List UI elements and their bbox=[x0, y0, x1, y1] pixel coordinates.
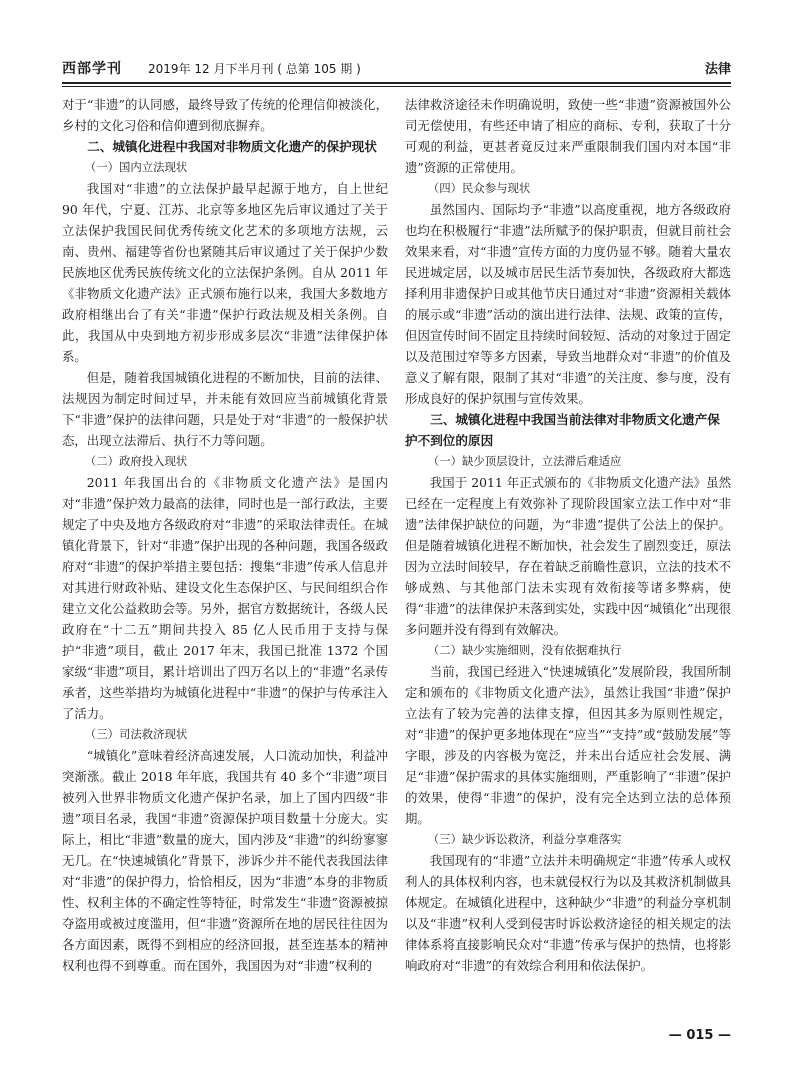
left-column bbox=[62, 94, 388, 1054]
paragraph: 我国于 2011 年正式颁布的《非物质文化遗产法》虽然已经在一定程度上有效弥补了现阶段国家立法工作中对“非遗”法律保护缺位的问题，为“非遗”提供了公法上的保护。但是随着城镇化进程不断加快，社会发生了剧烈变迁，原法因为立法时间较早，存在着缺乏前瞻性意识，立法的技术不够成熟、与其他部门法未实现有效衔接等诸多弊病，使得“非遗”的法律保护未落到实处，实践中因“城镇化”出现很多问题并没有得到有效解决。 bbox=[405, 475, 731, 637]
journal-logo: 西部学刊 bbox=[62, 61, 122, 77]
section-name: 法律 bbox=[704, 62, 731, 77]
paragraph: 我国对“非遗”的立法保护最早起源于地方，自上世纪 90 年代，宁夏、江苏、北京等多地区先后审议通过了关于立法保护我国民间优秀传统文化艺术的多项地方法规，云南、贵州、福建等省份也紧随其后审议通过了关于保护少数民族地区优秀民族传统文化的立法保护条例。自从 2011 年《非物质文化遗产法》正式颁布施行以来，我国大多数地方政府相继出台了有关“非遗”保护行政法规及相关条例。自此，我国从中央到地方初步形成多层次“非遗”法律保护体系。 bbox=[62, 181, 388, 364]
paragraph: 当前，我国已经进入“快速城镇化”发展阶段，我国所制定和颁布的《非物质文化遗产法》，虽然让我国“非遗”保护立法有了较为完善的法律支撑，但因其多为原则性规定，对“非遗”的保护更多地体现在“应当”“支持”或“鼓励发展”等字眼，涉及的内容极为宽泛，并未出台适应社会发展、满足“非遗”保护需求的具体实施细则，严重影响了“非遗”保护的效果，使得“非遗”的保护，没有完全达到立法的总体预期。 bbox=[405, 664, 731, 826]
paragraph-continued: 法律救济途径未作明确说明，致使一些“非遗”资源被国外公司无偿使用，有些还申请了相应的商标、专利，获取了十分可观的利益，更甚者竟反过来严重限制我们国内对本国“非遗”资源的正常使用。 bbox=[405, 97, 731, 175]
subsection-heading: （三）司法救济现状 bbox=[84, 727, 188, 741]
subsection-heading: （四）民众参与现状 bbox=[427, 181, 531, 195]
subsection-heading: （一）缺少顶层设计，立法滞后难适应 bbox=[427, 454, 622, 468]
section-heading: 二、城镇化进程中我国对非物质文化遗产的保护现状 bbox=[87, 139, 377, 154]
subsection-heading: （三）缺少诉讼救济，利益分享难落实 bbox=[427, 832, 622, 846]
paragraph: 我国现有的“非遗”立法并未明确规定“非遗”传承人或权利人的具体权利内容，也未就侵权行为以及其救济机制做具体规定。在城镇化进程中，这种缺少“非遗”的利益分享机制以及“非遗”权利人受到侵害时诉讼救济途径的相关规定的法律体系将直接影响民众对“非遗”传承与保护的热情，也将影响政府对“非遗”的有效综合利用和依法保护。 bbox=[405, 853, 731, 973]
subsection-heading: （二）缺少实施细则，没有依据难执行 bbox=[427, 643, 622, 657]
paragraph: 2011 年我国出台的《非物质文化遗产法》是国内对“非遗”保护效力最高的法律，同时也是一部行政法，主要规定了中央及地方各级政府对“非遗”的采取法律责任。在城镇化背景下，针对“非遗”保护出现的各种问题，我国各级政府对“非遗”的保护举措主要包括：搜集“非遗”传承人信息并对其进行财政补贴、建设文化生态保护区、与民间组织合作建立文化公益救助会等。另外，据官方数据统计，各级人民政府在“十二五”期间共投入 85 亿人民币用于支持与保护“非遗”项目，截止 2017 年末，我国已批准 1372 个国家级“非遗”项目，累计培训出了四万名以上的“非遗”名录传承者，这些举措均为城镇化进程中“非遗”的保护与传承注入了活力。 bbox=[62, 475, 388, 721]
page-number: — 015 — bbox=[668, 1028, 731, 1043]
paragraph: 虽然国内、国际均予“非遗”以高度重视，地方各级政府也均在积极履行“非遗”法所赋予的保护职责，但就目前社会效果来看，对“非遗”宣传方面的力度仍显不够。随着大量农民进城定居，以及城市居民生活节奏加快，各级政府大都选择利用非遗保护日或其他节庆日通过对“非遗”资源相关载体的展示或“非遗”活动的演出进行法律、法规、政策的宣传，但因宣传时间不固定且持续时间较短、活动的对象过于固定以及范围过窄等多方因素，导致当地群众对“非遗”的价值及意义了解有限，限制了其对“非遗”的关注度、参与度，没有形成良好的保护氛围与宣传效果。 bbox=[405, 202, 731, 406]
paragraph-continued: 对于“非遗”的认同感，最终导致了传统的伦理信仰被淡化，乡村的文化习俗和信仰遭到彻底摒弃。 bbox=[62, 97, 388, 133]
right-column bbox=[405, 94, 731, 1054]
page-header bbox=[62, 56, 731, 84]
header-rule bbox=[62, 82, 731, 84]
paragraph: “城镇化”意味着经济高速发展，人口流动加快，利益冲突渐涨。截止 2018 年年底，我国共有 40 多个“非遗”项目被列入世界非物质文化遗产保护名录，加上了国内四级“非遗”项目名录，我国“非遗”资源保护项目数量十分庞大。实际上，相比“非遗”数量的庞大，国内涉及“非遗”的纠纷寥寥无几。在“快速城镇化”背景下，涉诉少并不能代表我国法律对“非遗”的保护得力，恰恰相反，因为“非遗”本身的非物质性、权利主体的不确定性等特征，时常发生“非遗”资源被掠夺盗用或被过度滥用，但“非遗”资源所在地的居民往往因为各方面因素，既得不到相应的经济回报，甚至连基本的精神权利也得不到尊重。而在国外，我国因为对“非遗”权利的 bbox=[62, 748, 388, 973]
subsection-heading: （一）国内立法现状 bbox=[84, 160, 188, 174]
section-heading: 三、城镇化进程中我国当前法律对非物质文化遗产保护不到位的原因 bbox=[405, 412, 720, 448]
journal-issue: 2019年 12 月下半月刊 ( 总第 105 期 ) bbox=[148, 62, 361, 76]
header-rule-thin bbox=[62, 86, 731, 87]
paragraph: 但是，随着我国城镇化进程的不断加快，目前的法律、法规因为制定时间过早，并未能有效回应当前城镇化背景下“非遗”保护的法律问题，只是处于对“非遗”的一般保护状态，出现立法滞后、执行不力等问题。 bbox=[62, 370, 388, 448]
subsection-heading: （二）政府投入现状 bbox=[84, 454, 188, 468]
article-body bbox=[62, 94, 731, 1054]
